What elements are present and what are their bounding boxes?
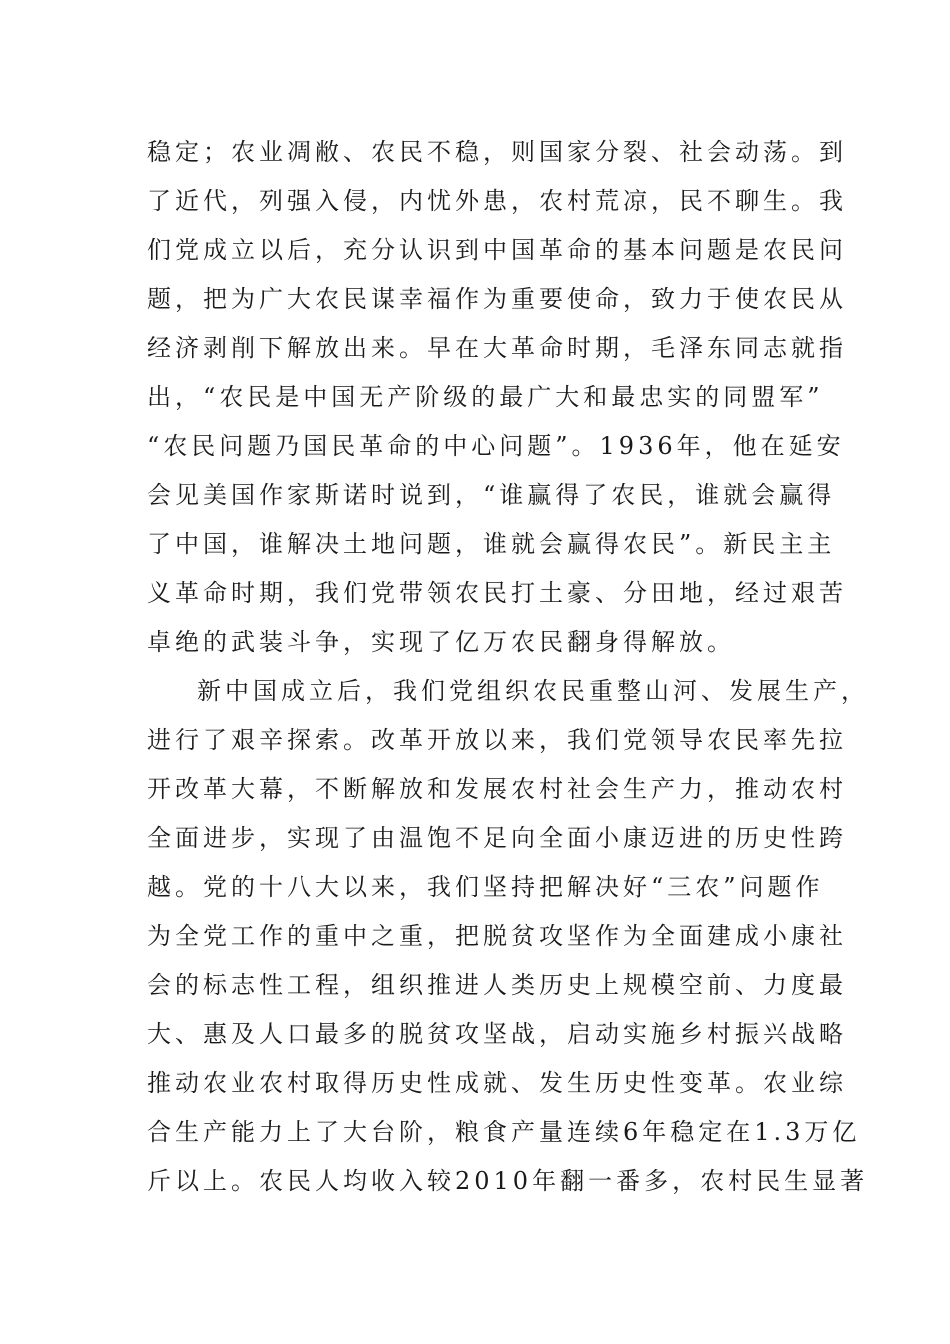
- text-line: 经济剥削下解放出来。早在大革命时期，毛泽东同志就指: [147, 334, 847, 362]
- text-line: 推动农业农村取得历史性成就、发生历史性变革。农业综: [147, 1069, 847, 1097]
- text-line: 了中国，谁解决土地问题，谁就会赢得农民”。新民主主: [147, 530, 836, 558]
- text-line: 全面进步，实现了由温饱不足向全面小康迈进的历史性跨: [147, 824, 847, 852]
- text-line: 会的标志性工程，组织推进人类历史上规模空前、力度最: [147, 971, 847, 999]
- text-line: 题，把为广大农民谋幸福作为重要使命，致力于使农民从: [147, 285, 847, 313]
- text-line: 为全党工作的重中之重，把脱贫攻坚作为全面建成小康社: [147, 922, 847, 950]
- text-line: 们党成立以后，充分认识到中国革命的基本问题是农民问: [147, 236, 847, 264]
- text-line: 义革命时期，我们党带领农民打土豪、分田地，经过艰苦: [147, 579, 847, 607]
- body-text: [147, 128, 869, 1206]
- text-line: 开改革大幕，不断解放和发展农村社会生产力，推动农村: [147, 775, 847, 803]
- text-line: 越。党的十八大以来，我们坚持把解决好“三农”问题作: [147, 873, 824, 901]
- text-line: 出，“农民是中国无产阶级的最广大和最忠实的同盟军”: [147, 383, 824, 411]
- text-line: 稳定；农业凋敝、农民不稳，则国家分裂、社会动荡。到: [147, 138, 847, 166]
- text-line: “农民问题乃国民革命的中心问题”。1936年，他在延安: [147, 432, 845, 460]
- text-line: 合生产能力上了大台阶，粮食产量连续6年稳定在1.3万亿: [147, 1118, 861, 1146]
- text-line: 斤以上。农民人均收入较2010年翻一番多，农村民生显著: [147, 1167, 869, 1195]
- text-line-indented: 新中国成立后，我们党组织农民重整山河、发展生产，: [197, 677, 869, 705]
- text-line: 大、惠及人口最多的脱贫攻坚战，启动实施乡村振兴战略: [147, 1020, 847, 1048]
- text-line: 卓绝的武装斗争，实现了亿万农民翻身得解放。: [147, 628, 735, 656]
- paragraph-2: [147, 667, 869, 1206]
- paragraph-1: [147, 128, 847, 667]
- text-line: 了近代，列强入侵，内忧外患，农村荒凉，民不聊生。我: [147, 187, 847, 215]
- text-line: 会见美国作家斯诺时说到，“谁赢得了农民，谁就会赢得: [147, 481, 836, 509]
- text-line: 进行了艰辛探索。改革开放以来，我们党领导农民率先拉: [147, 726, 847, 754]
